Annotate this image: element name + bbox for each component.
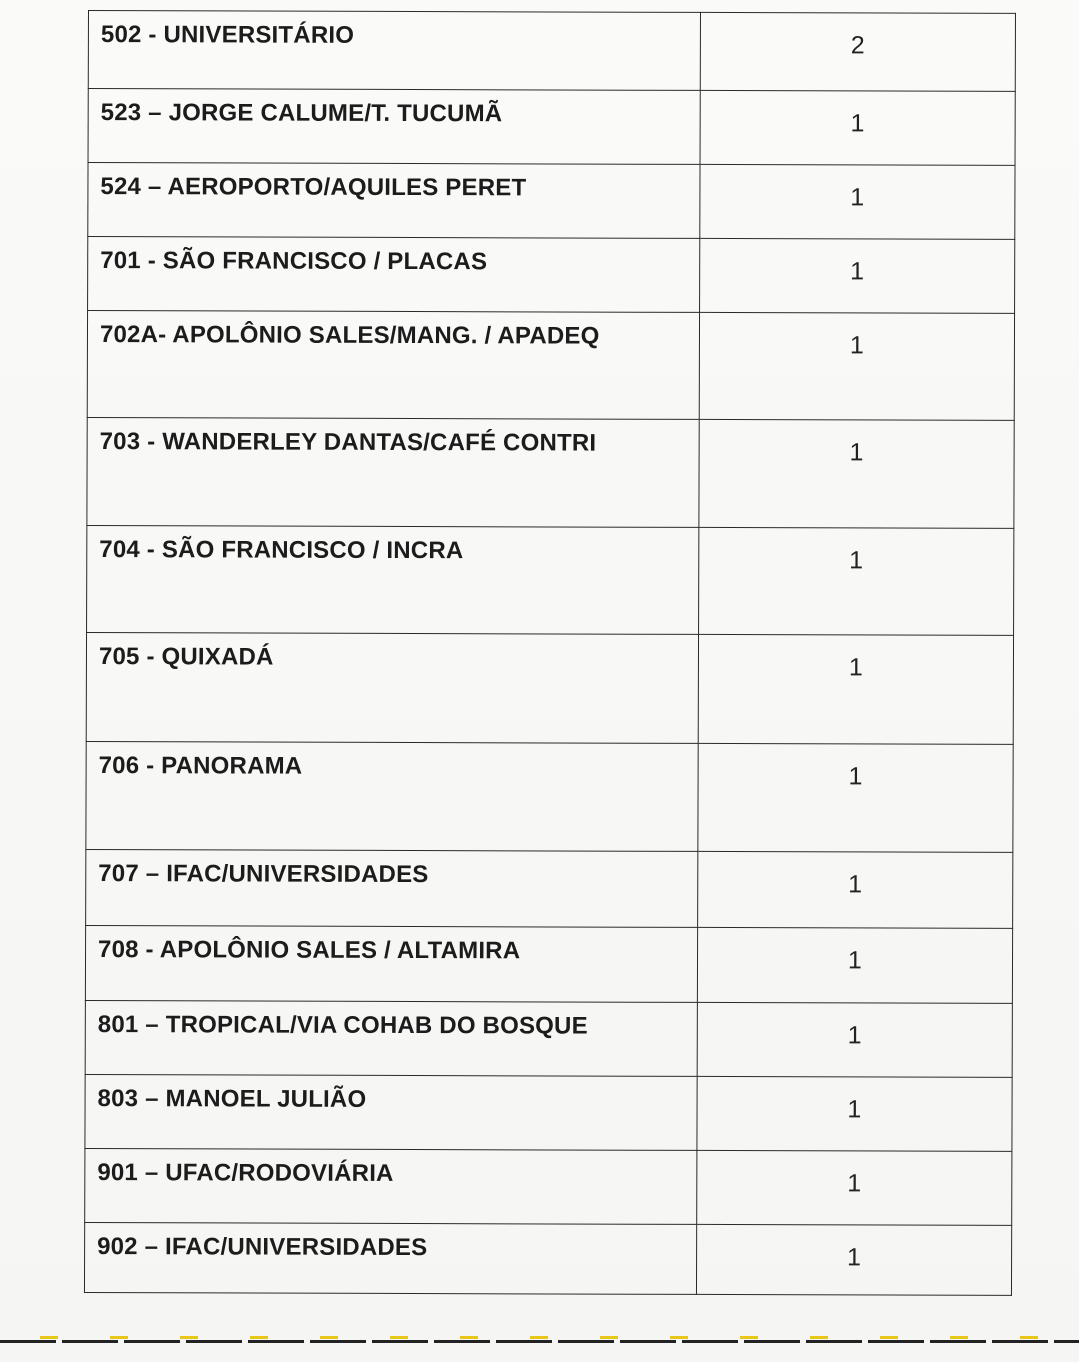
line-name-cell: 502 - UNIVERSITÁRIO xyxy=(88,11,700,91)
quantity-cell: 1 xyxy=(700,90,1015,165)
table-row xyxy=(86,632,1013,744)
table-row xyxy=(85,1148,1012,1225)
line-name-cell: 706 - PANORAMA xyxy=(86,741,698,851)
quantity-cell: 1 xyxy=(699,312,1015,420)
quantity-cell: 1 xyxy=(699,419,1015,528)
table-row xyxy=(87,417,1014,528)
yellow-dash-line xyxy=(0,1336,1079,1339)
table-row xyxy=(88,237,1015,314)
table-row xyxy=(88,11,1015,92)
quantity-cell: 1 xyxy=(697,927,1012,1003)
table-row xyxy=(87,311,1014,421)
line-name-cell: 902 – IFAC/UNIVERSIDADES xyxy=(84,1222,696,1294)
line-name-cell: 803 – MANOEL JULIÃO xyxy=(85,1074,697,1150)
quantity-cell: 1 xyxy=(697,1076,1012,1151)
line-name-cell: 524 – AEROPORTO/AQUILES PERET xyxy=(88,163,700,239)
bus-line-table xyxy=(84,10,1016,1296)
dark-dash-line xyxy=(0,1340,1079,1343)
line-name-cell: 708 - APOLÔNIO SALES / ALTAMIRA xyxy=(85,925,697,1002)
table-row xyxy=(88,89,1015,166)
line-name-cell: 901 – UFAC/RODOVIÁRIA xyxy=(85,1148,697,1224)
quantity-cell: 1 xyxy=(696,1150,1011,1225)
table-row xyxy=(84,1222,1011,1295)
quantity-cell: 2 xyxy=(700,12,1016,91)
line-name-cell: 523 – JORGE CALUME/T. TUCUMÃ xyxy=(88,89,700,165)
table-row xyxy=(87,525,1014,635)
line-name-cell: 704 - SÃO FRANCISCO / INCRA xyxy=(87,525,699,634)
table-row xyxy=(85,1074,1012,1151)
quantity-cell: 1 xyxy=(698,634,1014,744)
quantity-cell: 1 xyxy=(698,527,1014,635)
quantity-cell: 1 xyxy=(699,238,1014,313)
line-name-cell: 801 – TROPICAL/VIA COHAB DO BOSQUE xyxy=(85,1000,697,1076)
line-name-cell: 701 - SÃO FRANCISCO / PLACAS xyxy=(88,237,700,313)
line-name-cell: 703 - WANDERLEY DANTAS/CAFÉ CONTRI xyxy=(87,417,699,527)
page-edge-dashed-rule xyxy=(0,1336,1079,1348)
line-name-cell: 702A- APOLÔNIO SALES/MANG. / APADEQ xyxy=(87,311,699,420)
table-row xyxy=(88,163,1015,240)
table-row xyxy=(85,1000,1012,1077)
quantity-cell: 1 xyxy=(700,164,1015,239)
table-row xyxy=(86,741,1013,852)
line-name-cell: 707 – IFAC/UNIVERSIDADES xyxy=(86,849,698,927)
quantity-cell: 1 xyxy=(698,743,1014,852)
quantity-cell: 1 xyxy=(697,1002,1012,1077)
quantity-cell: 1 xyxy=(696,1224,1011,1295)
quantity-cell: 1 xyxy=(697,851,1013,928)
table-row xyxy=(85,925,1012,1003)
table-row xyxy=(86,849,1013,928)
line-name-cell: 705 - QUIXADÁ xyxy=(86,632,698,743)
